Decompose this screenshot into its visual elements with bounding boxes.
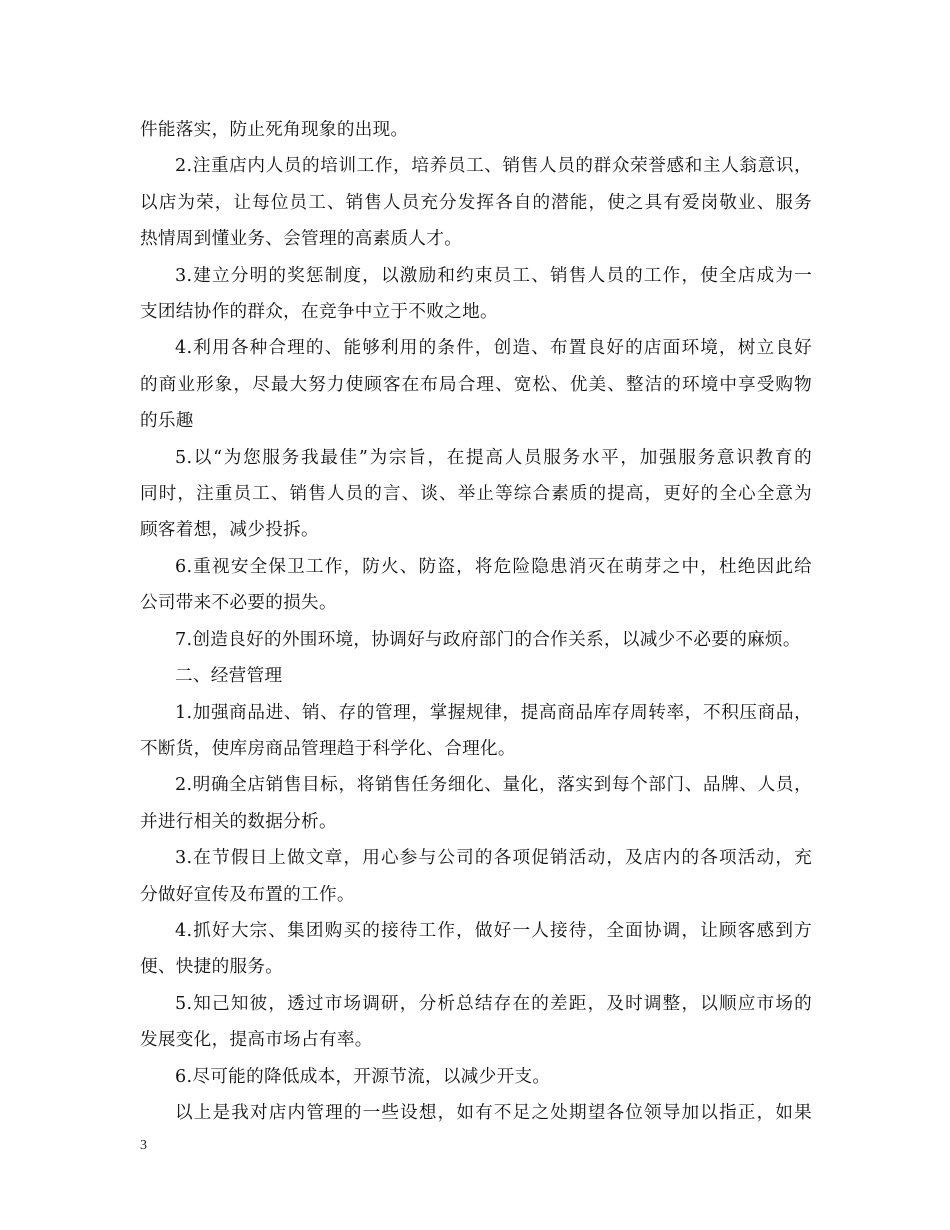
text-line: 同时，注重员工、销售人员的言、谈、举止等综合素质的提高，更好的全心全意为	[140, 484, 812, 505]
text-line: 公司带来不必要的损失。	[140, 593, 337, 614]
document-body	[140, 112, 812, 1131]
text-line: 4.利用各种合理的、能够利用的条件，创造、布置良好的店面环境，树立良好	[175, 338, 812, 359]
paragraph-item-4-environment	[140, 330, 812, 366]
paragraph-ops-item-1-inventory-cont	[140, 731, 812, 767]
text-line: 便、快捷的服务。	[140, 957, 284, 978]
paragraph-ops-item-6-cost	[140, 1059, 812, 1095]
text-line: 3.建立分明的奖惩制度，以激励和约束员工、销售人员的工作，使全店成为一	[175, 265, 812, 286]
text-line: 6.尽可能的降低成本，开源节流，以减少开支。	[175, 1066, 551, 1087]
paragraph-item-5-service-cont	[140, 476, 812, 549]
paragraph-item-2-training	[140, 148, 812, 184]
paragraph-ops-item-5-market-research	[140, 986, 812, 1022]
text-line: 支团结协作的群众，在竞争中立于不败之地。	[140, 302, 498, 323]
paragraph-ops-item-3-holidays	[140, 840, 812, 876]
text-line: 1.加强商品进、销、存的管理，掌握规律，提高商品库存周转率，不积压商品，	[175, 702, 812, 723]
text-line: 7.创造良好的外围环境，协调好与政府部门的合作关系，以减少不必要的麻烦。	[175, 629, 801, 650]
text-line: 并进行相关的数据分析。	[140, 811, 337, 832]
text-line: 4.抓好大宗、集团购买的接待工作，做好一人接待，全面协调，让顾客感到方	[175, 920, 812, 941]
paragraph-ops-item-1-inventory	[140, 695, 812, 731]
paragraph-item-6-security	[140, 549, 812, 585]
text-line: 5.以“为您服务我最佳”为宗旨，在提高人员服务水平，加强服务意识教育的	[175, 447, 812, 468]
paragraph-ops-item-3-holidays-cont	[140, 877, 812, 913]
text-line: 不断货，使库房商品管理趋于科学化、合理化。	[140, 738, 516, 759]
text-line: 顾客着想，减少投拆。	[140, 520, 319, 541]
text-line: 2.明确全店销售目标，将销售任务细化、量化，落实到每个部门、品牌、人员，	[175, 775, 812, 796]
text-line: 5.知己知彼，透过市场调研，分析总结存在的差距，及时调整，以顺应市场的	[175, 993, 812, 1014]
text-line: 分做好宣传及布置的工作。	[140, 884, 355, 905]
paragraph-continuation	[140, 112, 812, 148]
paragraph-item-7-external	[140, 622, 812, 658]
text-line: 件能落实，防止死角现象的出现。	[140, 120, 409, 140]
paragraph-item-2-training-cont	[140, 185, 812, 258]
paragraph-item-6-security-cont	[140, 585, 812, 621]
paragraph-item-4-environment-cont	[140, 367, 812, 440]
paragraph-item-5-service	[140, 440, 812, 476]
paragraph-conclusion	[140, 1095, 812, 1131]
text-line: 的乐趣	[140, 411, 194, 432]
paragraph-ops-item-4-group-purchase	[140, 913, 812, 949]
text-line: 二、经营管理	[175, 666, 283, 687]
text-line: 以店为荣，让每位员工、销售人员充分发挥各自的潜能，使之具有爱岗敬业、服务	[140, 192, 812, 213]
text-line: 的商业形象，尽最大努力使顾客在布局合理、宽松、优美、整洁的环境中享受购物	[140, 374, 812, 395]
paragraph-ops-item-4-group-purchase-cont	[140, 949, 812, 985]
paragraph-item-3-rewards	[140, 258, 812, 294]
page-number: 3	[140, 1138, 147, 1153]
section-heading-operations	[140, 658, 812, 694]
paragraph-ops-item-2-targets-cont	[140, 804, 812, 840]
text-line: 6.重视安全保卫工作，防火、防盗，将危险隐患消灭在萌芽之中，杜绝因此给	[175, 556, 812, 577]
paragraph-ops-item-5-market-research-cont	[140, 1022, 812, 1058]
text-line: 2.注重店内人员的培训工作，培养员工、销售人员的群众荣誉感和主人翁意识，	[175, 156, 812, 177]
text-line: 发展变化，提高市场占有率。	[140, 1030, 373, 1051]
text-line: 3.在节假日上做文章，用心参与公司的各项促销活动，及店内的各项活动，充	[175, 848, 812, 869]
paragraph-ops-item-2-targets	[140, 767, 812, 803]
text-line: 以上是我对店内管理的一些设想，如有不足之处期望各位领导加以指正，如果	[175, 1102, 812, 1123]
text-line: 热情周到懂业务、会管理的高素质人才。	[140, 229, 463, 250]
paragraph-item-3-rewards-cont	[140, 294, 812, 330]
